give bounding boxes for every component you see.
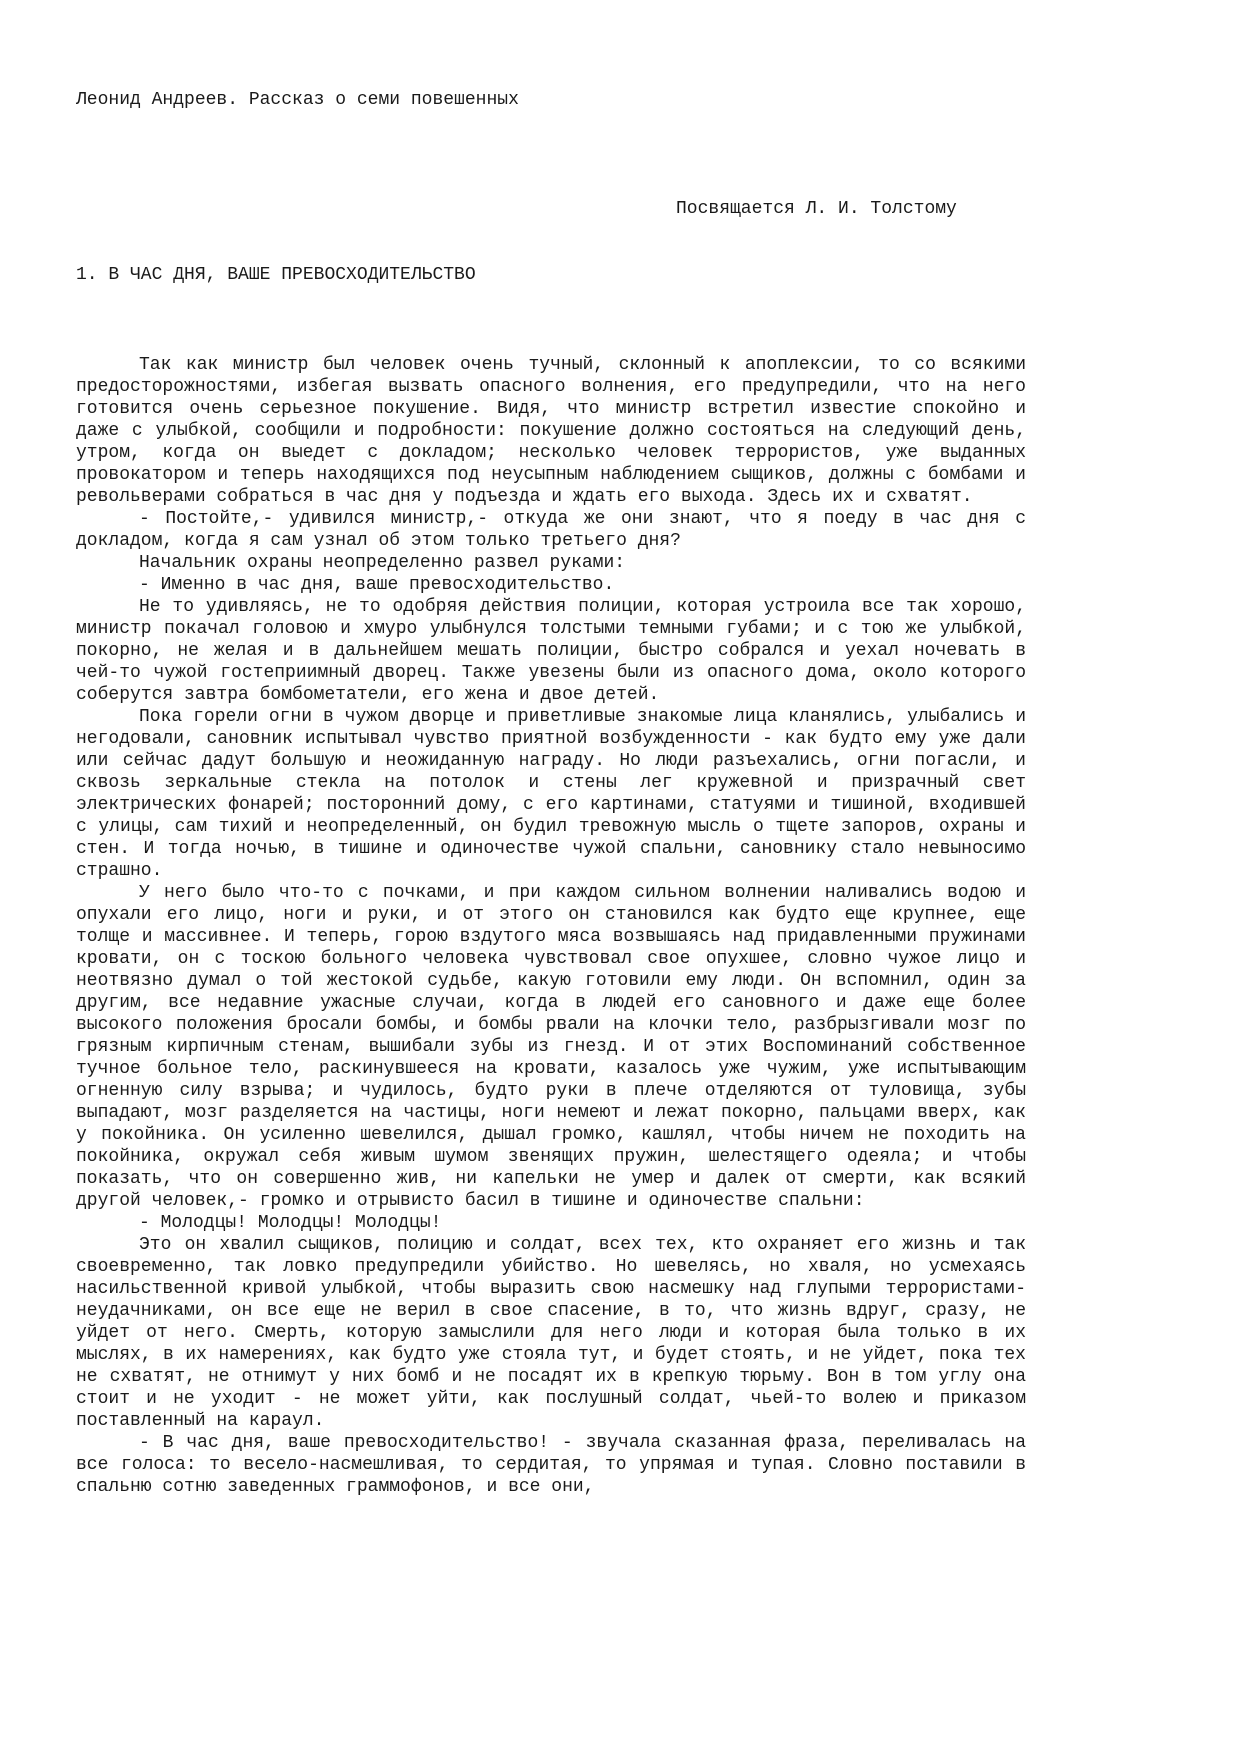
paragraph: Не то удивляясь, не то одобряя действия полиции, которая устроила все так хорошо, министр покачал головою и хмуро улыбнулся толстыми темными губами; и с тою же улыбкой, покорно, не желая и в дальнейшем мешать полиции, быстро собрался и уехал ночевать в чей-то чужой гостеприимный дворец. Также увезены были из опасного дома, около которого соберутся завтра бомбометатели, его жена и двое детей.: [76, 597, 1026, 705]
paragraph: - Постойте,- удивился министр,- откуда же они знают, что я поеду в час дня с докладом, когда я сам узнал об этом только третьего дня?: [76, 509, 1026, 551]
paragraph: Это он хвалил сыщиков, полицию и солдат, всех тех, кто охраняет его жизнь и так своевременно, так ловко предупредили убийство. Но шевелясь, но хваля, но усмехаясь насильственной кривой улыбкой, чтобы выразить свою насмешку над глупыми террористами-неудачниками, он все еще не верил в свое спасение, в то, что жизнь вдруг, сразу, не уйдет от него. Смерть, которую замыслили для него люди и которая была только в их мыслях, в их намерениях, как будто уже стояла тут, и будет стоять, и не уйдет, пока тех не схватят, не отнимут у них бомб и не посадят их в крепкую тюрьму. Вон в том углу она стоит и не уходит - не может уйти, как послушный солдат, чьей-то волею и приказом поставленный на караул.: [76, 1235, 1026, 1431]
paragraph: У него было что-то с почками, и при каждом сильном волнении наливались водою и опухали его лицо, ноги и руки, и от этого он становился как будто еще крупнее, еще толще и массивнее. И теперь, горою вздутого мяса возвышаясь над придавленными пружинами кровати, он с тоскою больного человека чувствовал свое опухшее, словно чужое лицо и неотвязно думал о той жестокой судьбе, какую готовили ему люди. Он вспомнил, один за другим, все недавние ужасные случаи, когда в людей его сановного и даже еще более высокого положения бросали бомбы, и бомбы рвали на клочки тело, разбрызгивали мозг по грязным кирпичным стенам, вышибали зубы из гнезд. И от этих Воспоминаний собственное тучное больное тело, раскинувшееся на кровати, казалось уже чужим, уже испытывающим огненную силу взрыва; и чудилось, будто руки в плече отделяются от туловища, зубы выпадают, мозг разделяется на частицы, ноги немеют и лежат покорно, пальцами вверх, как у покойника. Он усиленно шевелился, дышал громко, кашлял, чтобы ничем не походить на покойника, окружал себя живым шумом звенящих пружин, шелестящего одеяла; и чтобы показать, что он совершенно жив, ни капельки не умер и далек от смерти, как всякий другой человек,- громко и отрывисто басил в тишине и одиночестве спальни:: [76, 883, 1026, 1211]
document-header: Леонид Андреев. Рассказ о семи повешенных: [76, 90, 519, 110]
chapter-title: 1. В ЧАС ДНЯ, ВАШЕ ПРЕВОСХОДИТЕЛЬСТВО: [76, 265, 476, 285]
paragraph: Начальник охраны неопределенно развел руками:: [139, 553, 626, 573]
paragraph: Пока горели огни в чужом дворце и приветливые знакомые лица кланялись, улыбались и негодовали, сановник испытывал чувство приятной возбужденности - как будто ему уже дали или сейчас дадут большую и неожиданную награду. Но люди разъехались, огни погасли, и сквозь зеркальные стекла на потолок и стены лег кружевной и призрачный свет электрических фонарей; посторонний дому, с его картинами, статуями и тишиной, входившей с улицы, сам тихий и неопределенный, он будил тревожную мысль о тщете запоров, охраны и стен. И тогда ночью, в тишине и одиночестве чужой спальни, сановнику стало невыносимо страшно.: [76, 707, 1026, 881]
paragraph: - Молодцы! Молодцы! Молодцы!: [139, 1213, 442, 1233]
paragraph: Так как министр был человек очень тучный, склонный к апоплексии, то со всякими предосторожностями, избегая вызвать опасного волнения, его предупредили, что на него готовится очень серьезное покушение. Видя, что министр встретил известие спокойно и даже с улыбкой, сообщили и подробности: покушение должно состояться на следующий день, утром, когда он выедет с докладом; несколько человек террористов, уже выданных провокатором и теперь находящихся под неусыпным наблюдением сыщиков, должны с бомбами и револьверами собраться в час дня у подъезда и ждать его выхода. Здесь их и схватят.: [76, 355, 1026, 507]
paragraph: - Именно в час дня, ваше превосходительство.: [139, 575, 615, 595]
body-text: [76, 354, 1026, 1498]
paragraph: - В час дня, ваше превосходительство! - звучала сказанная фраза, переливалась на все голоса: то весело-насмешливая, то сердитая, то упрямая и тупая. Словно поставили в спальню сотню заведенных граммофонов, и все они,: [76, 1433, 1026, 1497]
dedication: Посвящается Л. И. Толстому: [676, 199, 957, 219]
